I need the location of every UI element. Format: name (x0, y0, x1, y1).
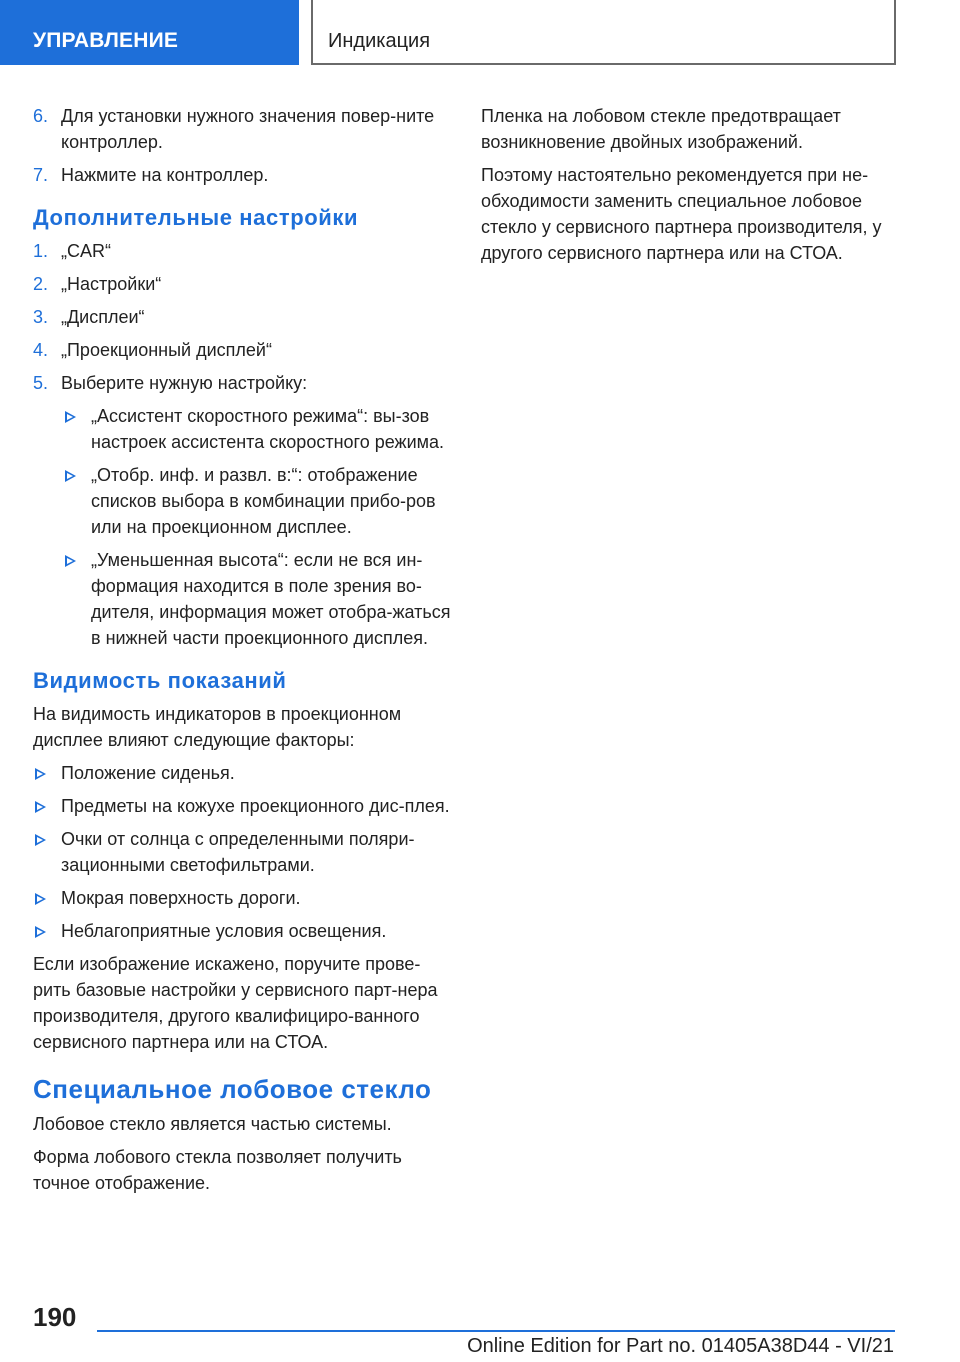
step-5 (33, 370, 453, 396)
triangle-bullet-icon (35, 893, 46, 905)
step-7 (33, 162, 453, 188)
triangle-bullet-icon (35, 768, 46, 780)
step-text: Для установки нужного значения повер-ните контроллер. (61, 106, 435, 152)
heading-special-windshield: Специальное лобовое стекло (33, 1074, 432, 1104)
triangle-bullet-icon (65, 555, 76, 567)
visibility-factor (33, 885, 453, 911)
sub-bullet (63, 403, 453, 455)
bullet-text: Мокрая поверхность дороги. (61, 888, 301, 908)
section-title: УПРАВЛЕНИЕ (33, 29, 179, 52)
right-column (481, 103, 901, 273)
visibility-factor (33, 918, 453, 944)
step-number: 7. (33, 165, 49, 185)
visibility-factor (33, 793, 453, 819)
step-4 (33, 337, 453, 363)
step-number: 1. (33, 241, 49, 261)
step-text: Нажмите на контроллер. (61, 165, 269, 185)
step-number: 6. (33, 106, 49, 126)
step-text: „Дисплеи“ (61, 307, 145, 327)
heading-visibility: Видимость показаний (33, 668, 287, 693)
step-number: 3. (33, 307, 49, 327)
bullet-text: Неблагоприятные условия освещения. (61, 921, 387, 941)
step-3 (33, 304, 453, 330)
bullet-text: „Ассистент скоростного режима“: вы-зов настроек ассистента скоростного режима. (91, 406, 445, 452)
bullet-text: Очки от солнца с определенными поляри-зационными светофильтрами. (61, 829, 415, 875)
page-number: 190 (33, 1302, 77, 1332)
step-text: Выберите нужную настройку: (61, 373, 308, 393)
bullet-text: Положение сиденья. (61, 763, 235, 783)
sub-bullet (63, 462, 453, 540)
left-column (33, 103, 453, 1203)
visibility-note: Если изображение искажено, поручите прове-рить базовые настройки у сервисного парт-нера производителя, другого квалифициро-ванного сервисного партнера или на СТОА. (33, 954, 438, 1052)
step-number: 5. (33, 373, 49, 393)
step-6 (33, 103, 453, 155)
chapter-tab (311, 0, 896, 65)
bullet-text: „Отобр. инф. и развл. в:“: отображение списков выбора в комбинации прибо-ров или на проекционном дисплее. (91, 465, 436, 537)
bullet-text: „Уменьшенная высота“: если не вся ин-формация находится в поле зрения во-дителя, информация может отобра-жаться в нижней части проекционного дисплея. (91, 550, 451, 648)
step-text: „CAR“ (61, 241, 111, 261)
step-text: „Настройки“ (61, 274, 162, 294)
visibility-factor (33, 760, 453, 786)
bullet-text: Предметы на кожухе проекционного дис-плея. (61, 796, 450, 816)
step-number: 4. (33, 340, 49, 360)
section-tab (0, 0, 299, 65)
visibility-intro: На видимость индикаторов в проекционном дисплее влияют следующие факторы: (33, 704, 402, 750)
heading-additional-settings: Дополнительные настройки (33, 205, 359, 230)
windshield-paragraph-2: Форма лобового стекла позволяет получить точное отображение. (33, 1147, 402, 1193)
step-number: 2. (33, 274, 49, 294)
step-text: „Проекционный дисплей“ (61, 340, 272, 360)
visibility-factor (33, 826, 453, 878)
footer-divider (97, 1330, 895, 1332)
sub-bullet (63, 547, 453, 651)
windshield-paragraph-1: Лобовое стекло является частью системы. (33, 1114, 392, 1134)
step-2 (33, 271, 453, 297)
chapter-title: Индикация (328, 30, 431, 52)
triangle-bullet-icon (35, 834, 46, 846)
triangle-bullet-icon (35, 926, 46, 938)
triangle-bullet-icon (35, 801, 46, 813)
replacement-paragraph: Поэтому настоятельно рекомендуется при не-обходимости заменить специальное лобовое стекло у сервисного партнера производителя, у другого сервисного партнера или на СТОА. (481, 165, 882, 263)
step-1 (33, 238, 453, 264)
triangle-bullet-icon (65, 470, 76, 482)
edition-note: Online Edition for Part no. 01405A38D44 - VI/21 (467, 1335, 894, 1357)
film-paragraph: Пленка на лобовом стекле предотвращает возникновение двойных изображений. (481, 106, 841, 152)
triangle-bullet-icon (65, 411, 76, 423)
